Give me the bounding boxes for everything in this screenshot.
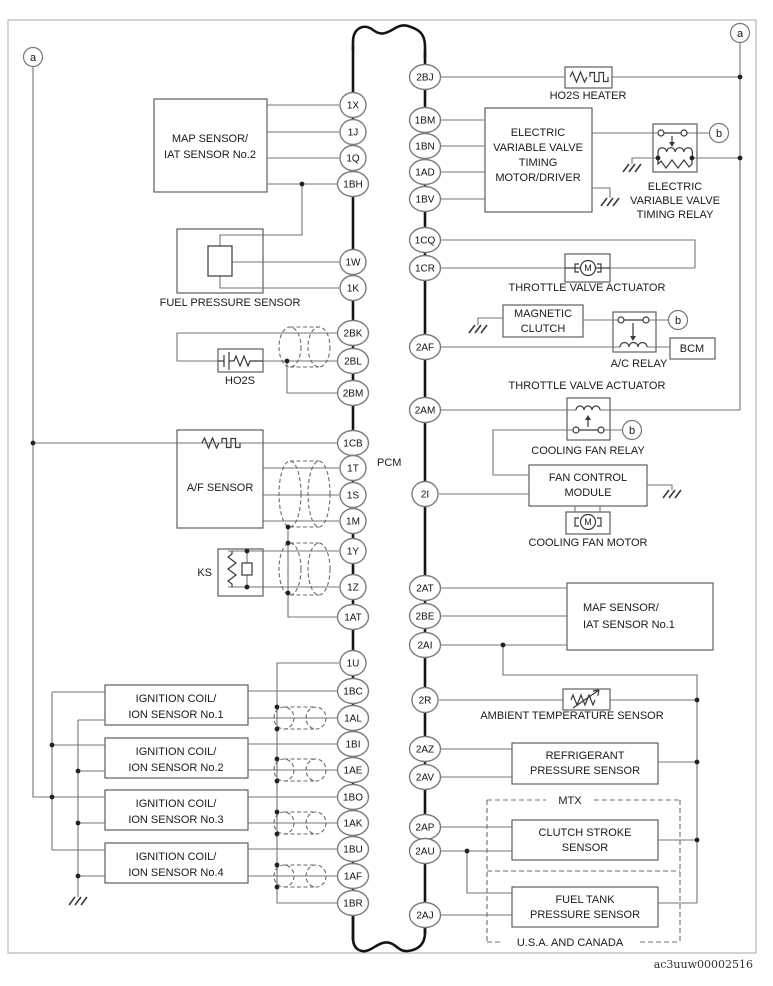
pcm-pin-1AL	[338, 706, 369, 731]
ground-icon	[469, 325, 487, 333]
svg-text:PRESSURE SENSOR: PRESSURE SENSOR	[529, 909, 641, 921]
fuel-tank-pressure-sensor-label: FUEL TANK	[555, 894, 615, 906]
svg-text:2BL: 2BL	[344, 356, 362, 368]
pcm-pin-1BM	[410, 108, 441, 133]
ignition-coil-2-label: IGNITION COIL/	[135, 746, 217, 758]
pcm-pin-1AT	[338, 605, 369, 630]
svg-text:IAT SENSOR No.2: IAT SENSOR No.2	[164, 149, 256, 161]
svg-text:1AE: 1AE	[343, 765, 363, 777]
junction-dot	[286, 541, 291, 546]
fan-motor-letter: M	[584, 517, 592, 527]
pcm-pin-2AP	[410, 815, 441, 840]
cooling-fan-motor-label: COOLING FAN MOTOR	[528, 537, 648, 549]
pcm-pin-2AZ	[410, 737, 441, 762]
ambient-temp-sensor-label: AMBIENT TEMPERATURE SENSOR	[480, 710, 664, 722]
ho2s-label: HO2S	[225, 375, 255, 387]
pcm-pin-2I	[412, 482, 438, 507]
junction-dot	[50, 795, 55, 800]
throttle-valve-actuator-label-2: THROTTLE VALVE ACTUATOR	[508, 380, 666, 392]
junction-dot	[76, 769, 81, 774]
ground-icon	[601, 198, 619, 206]
usa-canada-label: U.S.A. AND CANADA	[516, 937, 624, 949]
junction-dot	[76, 821, 81, 826]
svg-text:a: a	[29, 52, 37, 64]
ac-relay-label: A/C RELAY	[610, 358, 668, 370]
junction-dot	[286, 525, 291, 530]
pcm-pin-2BK	[338, 321, 369, 346]
pcm-pin-2BJ	[410, 65, 441, 90]
svg-text:2BE: 2BE	[415, 611, 435, 623]
svg-text:MODULE: MODULE	[564, 487, 612, 499]
map-sensor-box	[154, 99, 267, 192]
svg-text:PRESSURE SENSOR: PRESSURE SENSOR	[529, 765, 641, 777]
svg-text:VARIABLE VALVE: VARIABLE VALVE	[493, 142, 583, 154]
pcm-pin-2BM	[338, 381, 369, 406]
svg-text:1Z: 1Z	[347, 582, 359, 594]
svg-text:1T: 1T	[347, 463, 359, 475]
junction-dot	[695, 698, 700, 703]
pcm-pin-1BI	[338, 732, 369, 757]
pcm-pin-1Z	[340, 575, 366, 600]
knock-sensor-box	[218, 549, 263, 596]
svg-text:2AM: 2AM	[414, 405, 436, 417]
svg-text:1S: 1S	[346, 490, 360, 502]
pcm-pin-1M	[340, 509, 366, 534]
pcm-pin-2AM	[410, 398, 441, 423]
junction-dot	[285, 359, 290, 364]
ho2s-heater-box	[565, 67, 612, 88]
pcm-pin-1X	[340, 93, 366, 118]
svg-text:1BM: 1BM	[414, 115, 436, 127]
svg-text:ION SENSOR No.1: ION SENSOR No.1	[128, 709, 224, 721]
svg-text:1BV: 1BV	[415, 194, 435, 206]
af-sensor-box	[177, 430, 263, 528]
pcm-pin-1AK	[338, 811, 369, 836]
magnetic-clutch-label: MAGNETIC	[513, 308, 573, 320]
svg-text:b: b	[715, 128, 723, 140]
af-sensor-label: A/F SENSOR	[186, 482, 254, 494]
junction-dot	[656, 156, 661, 161]
junction-dot	[50, 743, 55, 748]
bcm-label: BCM	[679, 343, 705, 355]
junction-dot	[245, 549, 250, 554]
pcm-pin-1BR	[338, 891, 369, 916]
pcm-pin-1BV	[410, 187, 441, 212]
svg-text:2BM: 2BM	[342, 388, 364, 400]
svg-text:1BH: 1BH	[343, 179, 363, 191]
svg-text:1CR: 1CR	[414, 263, 436, 275]
evvt-motor-label: ELECTRIC	[510, 127, 566, 139]
svg-text:1BO: 1BO	[342, 792, 364, 804]
maf-sensor-label: MAF SENSOR/	[583, 602, 659, 614]
junction-dot	[501, 643, 506, 648]
ignition-coil-3-label: IGNITION COIL/	[135, 798, 217, 810]
pcm-pin-1Y	[340, 539, 366, 564]
junction-dot	[738, 156, 743, 161]
pcm-pin-2AV	[410, 765, 441, 790]
pcm-pin-1BO	[338, 785, 369, 810]
svg-text:2I: 2I	[420, 489, 430, 501]
clutch-stroke-sensor-label: CLUTCH STROKE	[538, 827, 632, 839]
throttle-valve-actuator-label-1: THROTTLE VALVE ACTUATOR	[508, 282, 666, 294]
svg-text:1CB: 1CB	[343, 438, 363, 450]
svg-text:1AF: 1AF	[343, 871, 363, 883]
junction-dot	[465, 849, 470, 854]
junction-dot	[275, 863, 280, 868]
pcm-pin-1CB	[338, 431, 369, 456]
svg-text:1BN: 1BN	[415, 141, 435, 153]
pcm-pin-1CQ	[410, 228, 441, 253]
fuel-tank-pressure-sensor-box	[512, 887, 658, 927]
junction-dot	[275, 779, 280, 784]
svg-text:2AU: 2AU	[415, 846, 435, 858]
svg-text:TIMING: TIMING	[518, 157, 558, 169]
junction-dot	[31, 441, 36, 446]
junction-dot	[286, 591, 291, 596]
svg-text:ION SENSOR No.2: ION SENSOR No.2	[128, 762, 224, 774]
pcm-label: PCM	[377, 457, 402, 469]
junction-dot	[275, 705, 280, 710]
svg-text:1U: 1U	[346, 658, 360, 670]
pcm-pin-1U	[340, 651, 366, 676]
svg-text:CLUTCH: CLUTCH	[520, 323, 566, 335]
junction-dot	[738, 75, 743, 80]
throttle-motor-letter: M	[584, 263, 592, 273]
junction-dot	[275, 727, 280, 732]
evvt-relay-label: ELECTRIC	[647, 181, 703, 193]
pcm-pin-1CR	[410, 256, 441, 281]
svg-text:a: a	[736, 28, 744, 40]
svg-text:2AF: 2AF	[415, 342, 435, 354]
svg-text:b: b	[628, 425, 636, 437]
svg-text:2AV: 2AV	[415, 772, 435, 784]
svg-text:1BC: 1BC	[343, 686, 363, 698]
junction-dot	[695, 838, 700, 843]
figure-code: ac3uuw00002516	[653, 958, 753, 971]
pcm-pin-1AD	[410, 160, 441, 185]
ambient-temp-sensor-box	[563, 689, 610, 710]
svg-text:ION SENSOR No.3: ION SENSOR No.3	[128, 814, 224, 826]
shield-icons	[274, 327, 330, 887]
maf-sensor-box	[567, 583, 713, 650]
svg-text:1BU: 1BU	[343, 844, 363, 856]
pcm-pin-2AI	[410, 633, 441, 658]
pcm-pin-2AT	[410, 576, 441, 601]
svg-text:TIMING RELAY: TIMING RELAY	[636, 209, 714, 221]
ground-icon	[623, 164, 641, 172]
svg-text:IAT SENSOR No.1: IAT SENSOR No.1	[583, 619, 675, 631]
pcm-pin-1BU	[338, 837, 369, 862]
connector-refs	[24, 24, 750, 440]
svg-text:1M: 1M	[346, 516, 360, 528]
pcm-pin-1W	[340, 250, 366, 275]
pcm-pin-1BC	[338, 679, 369, 704]
svg-text:1J: 1J	[347, 127, 359, 139]
clutch-stroke-sensor-box	[512, 820, 658, 860]
svg-text:2AI: 2AI	[417, 640, 433, 652]
pcm-pin-1T	[340, 456, 366, 481]
pcm-pin-2BL	[338, 349, 369, 374]
refrigerant-pressure-sensor-label: REFRIGERANT	[545, 750, 625, 762]
junction-dot	[76, 874, 81, 879]
svg-text:1X: 1X	[346, 100, 360, 112]
svg-text:2BJ: 2BJ	[416, 72, 434, 84]
svg-text:2AT: 2AT	[416, 583, 434, 595]
junction-dot	[245, 585, 250, 590]
pcm-pin-2AJ	[410, 903, 441, 928]
fuel-pressure-sensor-label: FUEL PRESSURE SENSOR	[159, 297, 301, 309]
svg-text:1W: 1W	[345, 257, 361, 269]
svg-text:1AD: 1AD	[415, 167, 435, 179]
map-sensor-label: MAP SENSOR/	[171, 133, 249, 145]
ks-label: KS	[197, 567, 212, 579]
svg-text:1BI: 1BI	[345, 739, 361, 751]
fan-control-module-label: FAN CONTROL	[548, 472, 628, 484]
pcm-pin-1AF	[338, 864, 369, 889]
svg-text:1AT: 1AT	[344, 612, 362, 624]
svg-text:1K: 1K	[346, 283, 360, 295]
pcm-pin-1BH	[338, 172, 369, 197]
svg-text:1BR: 1BR	[343, 898, 363, 910]
svg-text:2AZ: 2AZ	[415, 744, 435, 756]
ho2s-heater-label: HO2S HEATER	[549, 90, 627, 102]
svg-text:ION SENSOR No.4: ION SENSOR No.4	[128, 867, 224, 879]
cooling-fan-relay-label: COOLING FAN RELAY	[531, 445, 645, 457]
svg-text:1CQ: 1CQ	[414, 235, 436, 247]
svg-text:MOTOR/DRIVER: MOTOR/DRIVER	[495, 172, 581, 184]
ground-icon	[69, 897, 87, 905]
svg-text:SENSOR: SENSOR	[561, 842, 609, 854]
svg-text:VARIABLE VALVE: VARIABLE VALVE	[630, 195, 720, 207]
pcm-pin-2R	[412, 688, 438, 713]
pcm-pin-1K	[340, 276, 366, 301]
junction-dot	[275, 885, 280, 890]
pcm-pin-2AF	[410, 335, 441, 360]
pcm-pin-1AE	[338, 758, 369, 783]
labels	[128, 90, 753, 971]
shield-icon	[279, 461, 330, 527]
svg-text:2R: 2R	[418, 695, 432, 707]
ignition-coil-4-label: IGNITION COIL/	[135, 851, 217, 863]
svg-text:1AK: 1AK	[343, 818, 363, 830]
ground-icon	[663, 490, 681, 498]
pcm-pin-1J	[340, 120, 366, 145]
pcm-pin-1BN	[410, 134, 441, 159]
pcm-top-break	[353, 25, 425, 58]
mtx-label: MTX	[558, 795, 582, 807]
pcm-pin-1S	[340, 483, 366, 508]
junction-dot	[275, 757, 280, 762]
svg-text:1Q: 1Q	[346, 153, 360, 165]
svg-text:b: b	[674, 315, 682, 327]
svg-text:2BK: 2BK	[343, 328, 363, 340]
junction-dot	[300, 182, 305, 187]
junction-dot	[275, 810, 280, 815]
junction-dot	[690, 156, 695, 161]
svg-text:2AP: 2AP	[415, 822, 435, 834]
pcm-pin-2AU	[410, 839, 441, 864]
svg-text:2AJ: 2AJ	[416, 910, 434, 922]
ignition-coil-1-label: IGNITION COIL/	[135, 693, 217, 705]
pcm-pin-2BE	[410, 604, 441, 629]
pcm-pin-1Q	[340, 146, 366, 171]
svg-text:1Y: 1Y	[346, 546, 360, 558]
junction-dot	[695, 760, 700, 765]
junction-dot	[275, 832, 280, 837]
svg-text:1AL: 1AL	[344, 713, 362, 725]
